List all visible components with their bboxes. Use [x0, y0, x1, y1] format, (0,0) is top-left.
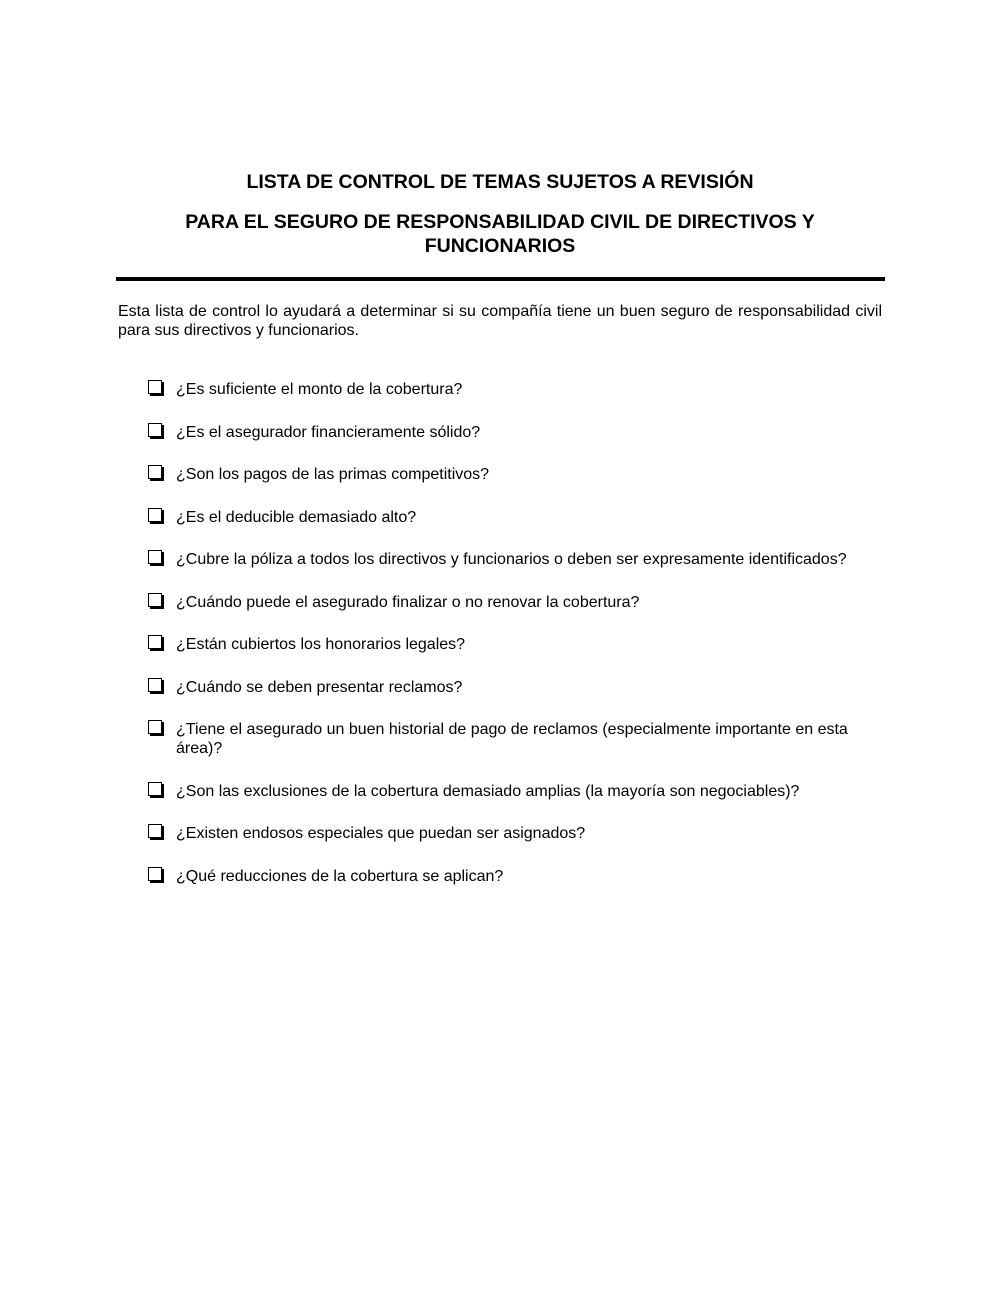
- review-checklist: [148, 380, 878, 909]
- checklist-item-text: ¿Son los pagos de las primas competitivos?: [176, 466, 490, 483]
- checklist-item: [148, 465, 878, 484]
- checklist-item: [148, 550, 878, 569]
- checklist-item: [148, 380, 878, 399]
- checklist-item: [148, 824, 878, 843]
- checkbox-icon[interactable]: [148, 782, 162, 796]
- checklist-item: [148, 782, 878, 801]
- checklist-item-text: ¿Están cubiertos los honorarios legales?: [176, 636, 466, 653]
- checkbox-icon[interactable]: [148, 593, 162, 607]
- checklist-item-text: ¿Cuándo se deben presentar reclamos?: [176, 678, 463, 696]
- checklist-item: [148, 423, 878, 442]
- checklist-item: [148, 635, 878, 654]
- checkbox-icon[interactable]: [148, 508, 162, 522]
- checklist-item: [148, 720, 878, 758]
- checkbox-icon[interactable]: [148, 867, 162, 881]
- checkbox-icon[interactable]: [148, 720, 162, 734]
- checklist-item: [148, 867, 878, 886]
- checklist-item-text: ¿Es suficiente el monto de la cobertura?: [176, 381, 463, 398]
- checkbox-icon[interactable]: [148, 423, 162, 437]
- checklist-item-text: ¿Cubre la póliza a todos los directivos y funcionarios o deben ser expresamente identificados?: [176, 551, 847, 568]
- checkbox-icon[interactable]: [148, 635, 162, 649]
- checkbox-icon[interactable]: [148, 380, 162, 394]
- checkbox-icon[interactable]: [148, 678, 162, 692]
- checklist-item-text: ¿Cuándo puede el asegurado finalizar o no renovar la cobertura?: [176, 593, 640, 611]
- checklist-item: [148, 593, 878, 612]
- intro-paragraph: Esta lista de control lo ayudará a determinar si su compañía tiene un buen seguro de responsabilidad civil para sus directivos y funcionarios.: [118, 303, 882, 339]
- checkbox-icon[interactable]: [148, 550, 162, 564]
- checkbox-icon[interactable]: [148, 824, 162, 838]
- checklist-item-text: ¿Existen endosos especiales que puedan ser asignados?: [176, 825, 586, 842]
- title-divider: [116, 277, 885, 281]
- checklist-item: [148, 678, 878, 697]
- checklist-item-text: ¿Es el asegurador financieramente sólido?: [176, 423, 481, 441]
- document-subtitle: PARA EL SEGURO DE RESPONSABILIDAD CIVIL DE DIRECTIVOS Y FUNCIONARIOS: [185, 211, 815, 257]
- checklist-item-text: ¿Son las exclusiones de la cobertura demasiado amplias (la mayoría son negociables)?: [176, 782, 800, 800]
- checkbox-icon[interactable]: [148, 465, 162, 479]
- checklist-item-text: ¿Es el deducible demasiado alto?: [176, 508, 417, 526]
- document-title: LISTA DE CONTROL DE TEMAS SUJETOS A REVISIÓN: [246, 171, 754, 193]
- checklist-item-text: ¿Tiene el asegurado un buen historial de pago de reclamos (especialmente importante en esta área)?: [176, 721, 848, 757]
- checklist-item: [148, 508, 878, 527]
- checklist-item-text: ¿Qué reducciones de la cobertura se aplican?: [176, 867, 504, 885]
